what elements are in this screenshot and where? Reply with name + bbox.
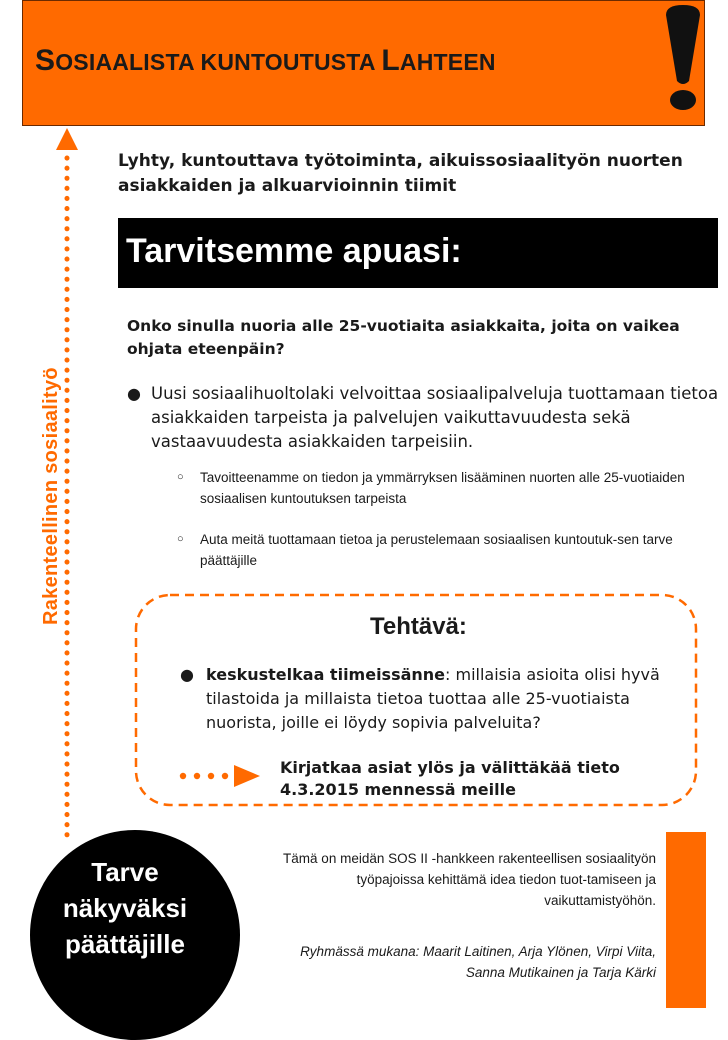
circle-line: Tarve <box>91 857 159 887</box>
header-banner <box>22 0 705 126</box>
project-info: Tämä on meidän SOS II -hankkeen rakenteellisen sosiaalityön työpajoissa kehittämä idea tiedon tuot-tamiseen ja vaikuttamistyöhön. <box>283 851 656 908</box>
help-banner <box>118 218 718 288</box>
task-title: Tehtävä: <box>370 613 467 640</box>
task-list-item-text <box>206 663 681 735</box>
task-note: Kirjatkaa asiat ylös ja välittäkää tieto 4.3.2015 mennessä meille <box>280 758 620 799</box>
bullet-icon: ● <box>180 665 194 684</box>
side-label: Rakenteellinen sosiaalityö <box>40 367 62 625</box>
circle-line: päättäjille <box>65 929 185 959</box>
bullet-icon: ● <box>127 384 141 403</box>
circle-text <box>30 854 220 962</box>
help-banner-text: Tarvitsemme apuasi: <box>126 232 462 270</box>
exclamation-icon <box>658 1 708 121</box>
decision-makers-circle <box>30 830 240 1040</box>
horizontal-dotted-arrow <box>178 763 268 789</box>
list-item-text: Uusi sosiaalihuoltolaki velvoittaa sosiaalipalveluja tuottamaan tietoa asiakkaiden tarpeista ja palvelujen vaikuttavuudesta sekä vastaavuudesta asiakkaiden tarpeisiin. <box>151 384 719 451</box>
sub-list-item-text: Tavoitteenamme on tiedon ja ymmärryksen lisääminen nuorten alle 25-vuotiaiden sosiaalisen kuntoutuksen tarpeista <box>200 470 685 506</box>
circle-line: näkyväksi <box>62 893 188 923</box>
sub-list-item-text: Auta meitä tuottamaan tietoa ja perustelemaan sosiaalisen kuntoutuk-sen tarve päättäjille <box>200 532 673 568</box>
question-text: Onko sinulla nuoria alle 25-vuotiaita asiakkaita, joita on vaikea ohjata eteenpäin? <box>127 317 680 358</box>
circle-bullet-icon: ○ <box>177 533 184 545</box>
credits: Ryhmässä mukana: Maarit Laitinen, Arja Ylönen, Virpi Viita, Sanna Mutikainen ja Tarja Kärki <box>300 944 656 980</box>
circle-bullet-icon: ○ <box>177 471 184 483</box>
subtitle: Lyhty, kuntouttava työtoiminta, aikuissosiaalityön nuorten asiakkaiden ja alkuarvioinnin tiimit <box>118 151 683 196</box>
accent-bar <box>666 832 706 1008</box>
task-bold-text: keskustelkaa tiimeissänne <box>206 665 446 684</box>
task-rest-text: : millaisia asioita olisi hyvä tilastoida ja millaista tietoa tuottaa alle 25-vuotiaista nuorista, joille ei löydy sopivia palveluita? <box>206 665 660 732</box>
page-title: SOSIAALISTA KUNTOUTUSTA LAHTEEN <box>35 44 496 77</box>
